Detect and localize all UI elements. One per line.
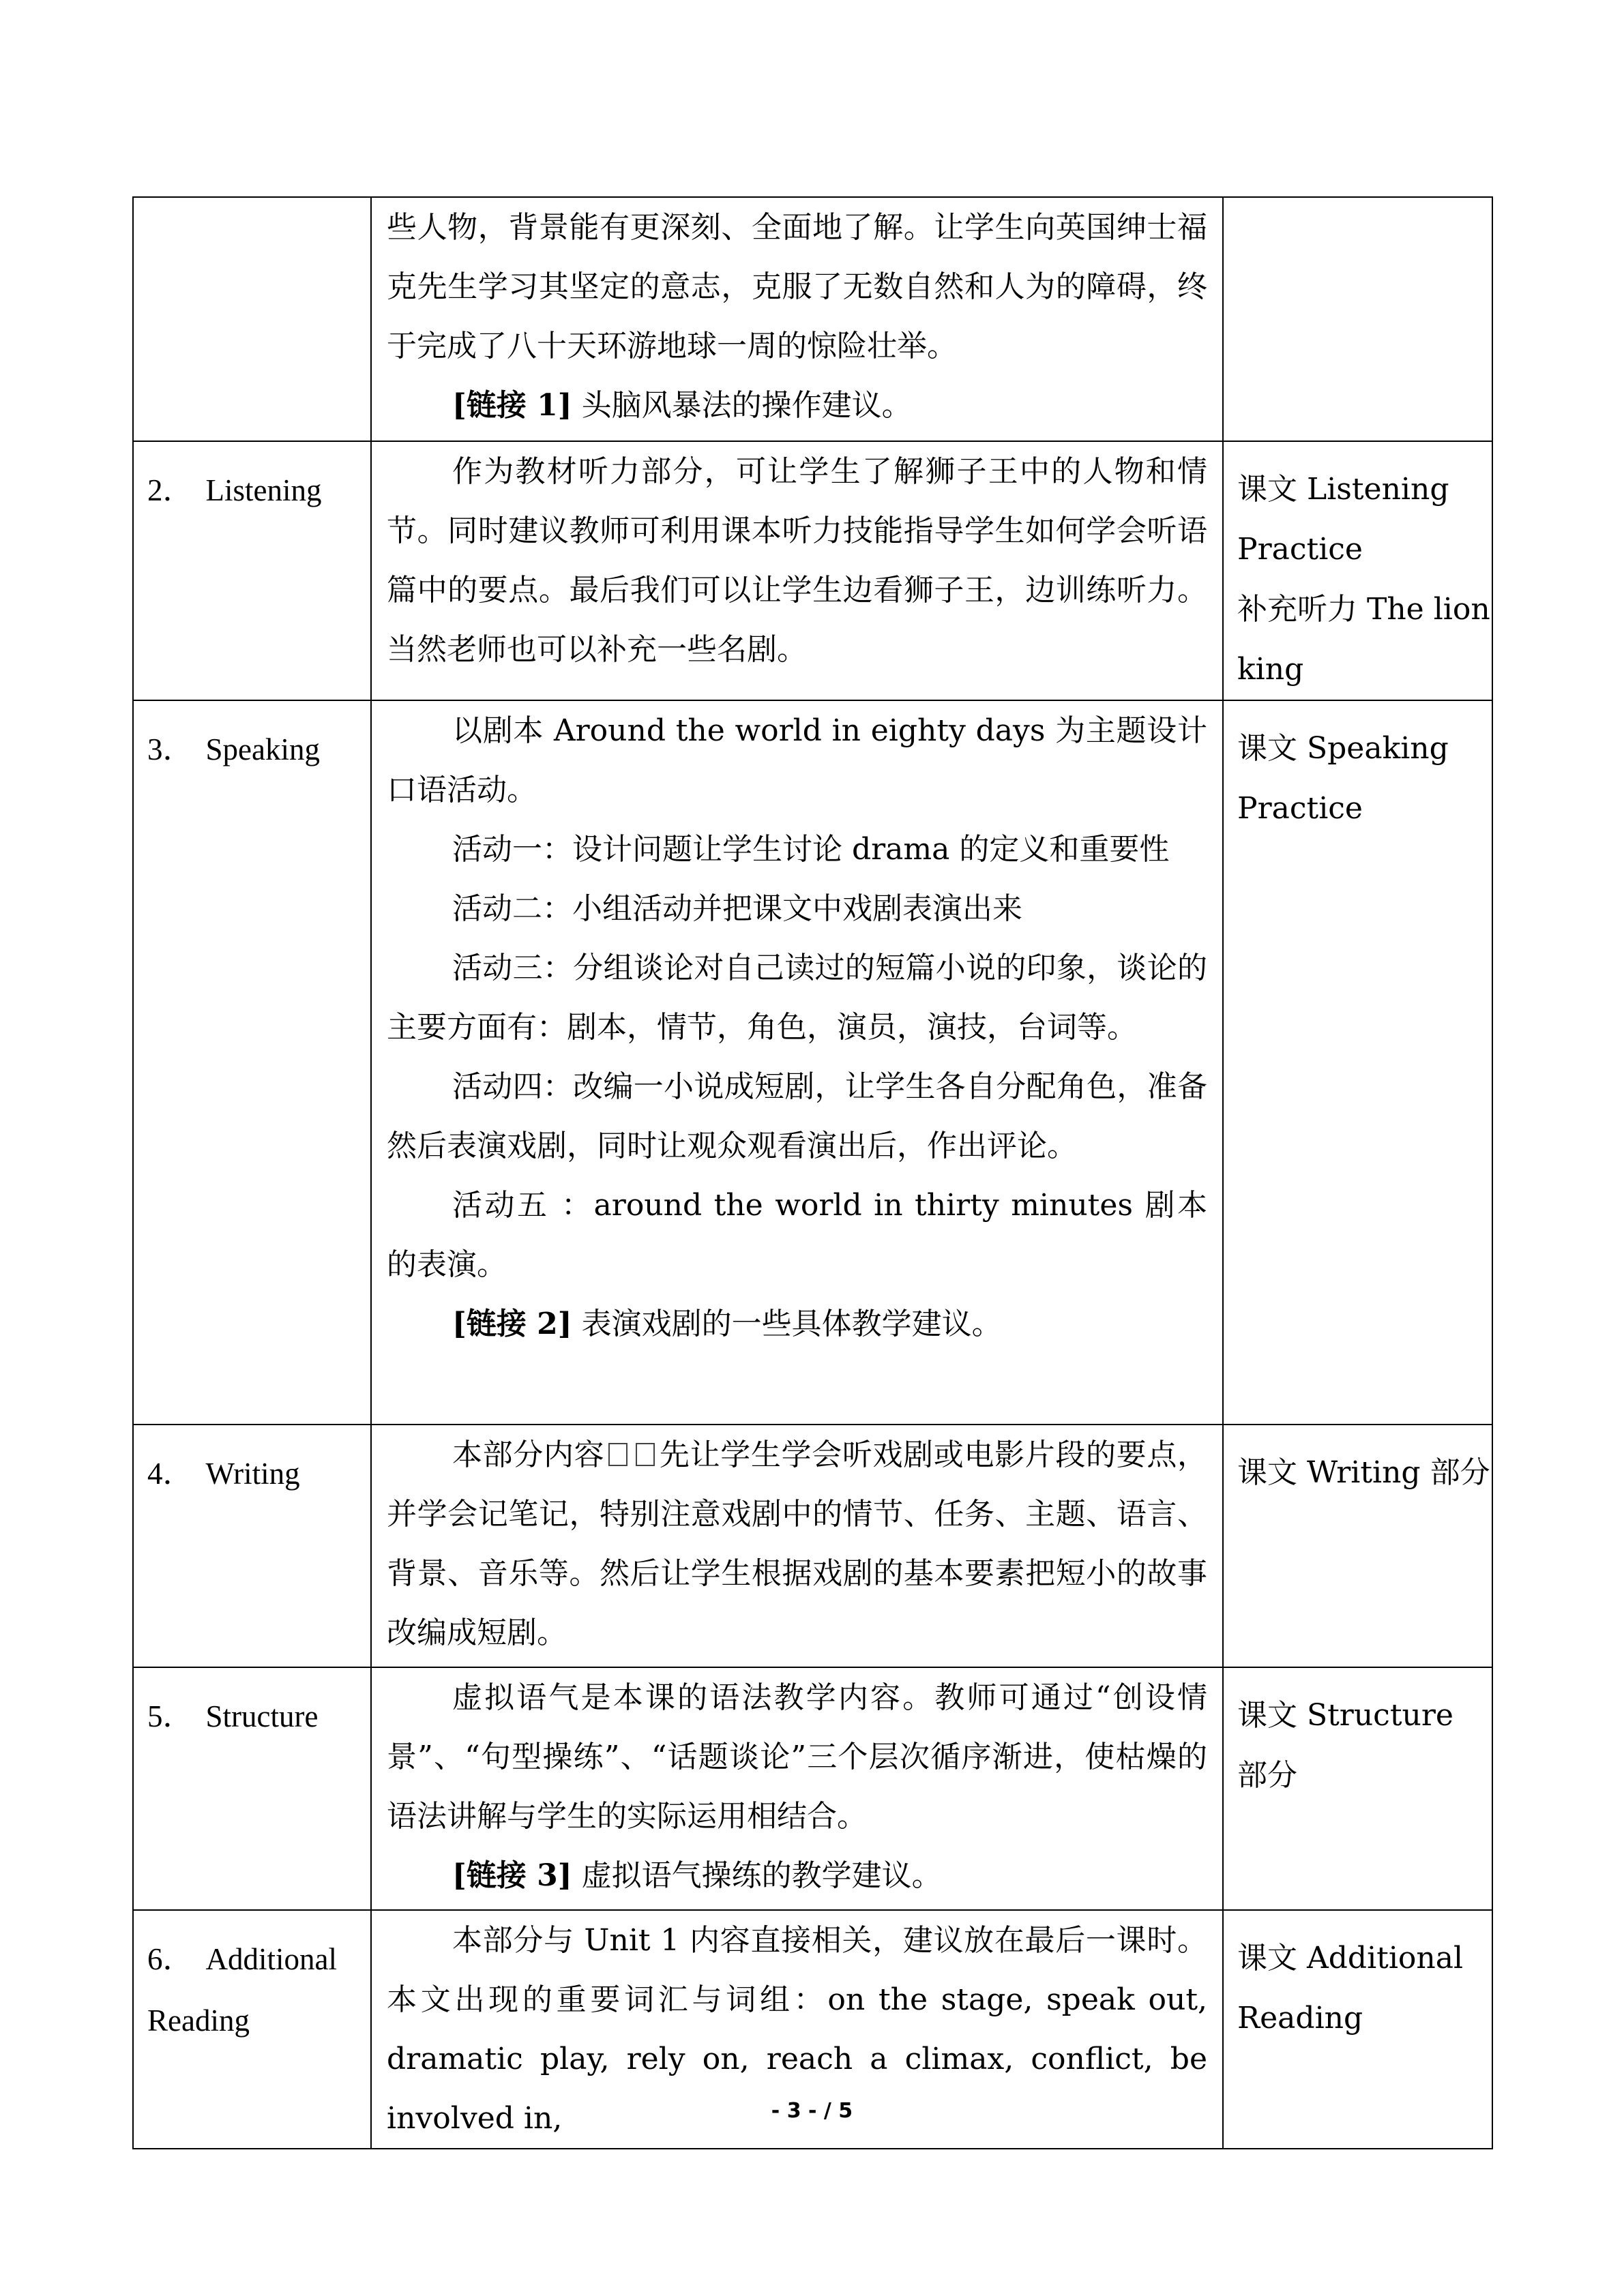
body-paragraph: [链接 2] 表演戏剧的一些具体教学建议。 [452,1307,1002,1341]
table-row [133,1667,1492,1910]
resource-item: 补充听力 The lion king [1237,592,1490,687]
section-label: 4． Writing [147,1457,300,1491]
body-paragraph: 虚拟语气是本课的语法教学内容。教师可通过“创设情景”、“句型操练”、“话题谈论”三个层次循序渐进，使枯燥的语法讲解与学生的实际运用相结合。 [387,1680,1207,1834]
section-body-cell [371,197,1223,441]
section-label: 5． Structure [147,1699,319,1733]
lesson-plan-table [132,196,1493,2149]
table-row [133,700,1492,1425]
section-label-cell [133,441,371,700]
section-label-cell [133,700,371,1425]
table-row [133,1425,1492,1667]
link-tag[interactable]: [链接 1] [452,388,572,423]
body-paragraph: 活动一：设计问题让学生讨论 drama 的定义和重要性 [452,832,1170,867]
section-resources-cell [1223,441,1492,700]
body-paragraph: [链接 1] 头脑风暴法的操作建议。 [452,388,912,423]
body-paragraph: 活动四：改编一小说成短剧，让学生各自分配角色，准备然后表演戏剧，同时让观众观看演出后，作出评论。 [387,1069,1207,1163]
link-tag[interactable]: [链接 3] [452,1858,572,1893]
section-label-cell [133,197,371,441]
section-body-cell [371,1667,1223,1910]
body-paragraph: 些人物，背景能有更深刻、全面地了解。让学生向英国绅士福克先生学习其坚定的意志，克服了无数自然和人为的障碍，终于完成了八十天环游地球一周的惊险壮举。 [387,210,1207,363]
body-paragraph: 活动三：分组谈论对自己读过的短篇小说的印象，谈论的主要方面有：剧本，情节，角色，演员，演技，台词等。 [387,951,1207,1045]
section-body-cell [371,700,1223,1425]
body-paragraph: 本部分与 Unit 1 内容直接相关，建议放在最后一课时。本文出现的重要词汇与词组：on the stage, speak out, dramatic play, rely on, reach a climax, conflict, be involved in, [387,1923,1207,2136]
section-body-cell [371,441,1223,700]
section-label: 6． Additional Reading [147,1942,337,2038]
section-label: 3． Speaking [147,732,320,766]
table-row [133,441,1492,700]
section-resources-cell [1223,700,1492,1425]
section-resources-cell [1223,1425,1492,1667]
table-row [133,197,1492,441]
resource-item: 课文 Structure 部分 [1237,1698,1453,1793]
section-label-cell [133,1425,371,1667]
body-paragraph: 活动二：小组活动并把课文中戏剧表演出来 [452,891,1022,926]
link-tag[interactable]: [链接 2] [452,1307,572,1341]
missing-glyph-icon [608,1443,628,1466]
section-label-cell [133,1667,371,1910]
section-resources-cell [1223,1667,1492,1910]
missing-glyph-icon [636,1443,655,1466]
resource-item: 课文 Additional Reading [1237,1941,1464,2036]
section-label: 2． Listening [147,473,322,507]
resource-item: 课文 Listening Practice [1237,472,1449,567]
resource-item: 课文 Speaking Practice [1237,731,1449,826]
body-paragraph: [链接 3] 虚拟语气操练的教学建议。 [452,1858,942,1893]
page-number: - 3 - / 5 [771,2099,853,2123]
body-paragraph: 作为教材听力部分，可让学生了解狮子王中的人物和情节。同时建议教师可利用课本听力技能指导学生如何学会听语篇中的要点。最后我们可以让学生边看狮子王，边训练听力。当然老师也可以补充一些名剧。 [387,454,1207,667]
resource-item: 课文 Writing 部分 [1237,1455,1490,1490]
body-paragraph: 活动五 ：around the world in thirty minutes 剧本的表演。 [387,1188,1207,1282]
section-body-cell [371,1425,1223,1667]
body-paragraph: 本部分内容 先让学生学会听戏剧或电影片段的要点，并学会记笔记，特别注意戏剧中的情节、任务、主题、语言、背景、音乐等。然后让学生根据戏剧的基本要素把短小的故事改编成短剧。 [387,1437,1208,1650]
section-resources-cell [1223,197,1492,441]
body-paragraph: 以剧本 Around the world in eighty days 为主题设计口语活动。 [387,713,1207,807]
